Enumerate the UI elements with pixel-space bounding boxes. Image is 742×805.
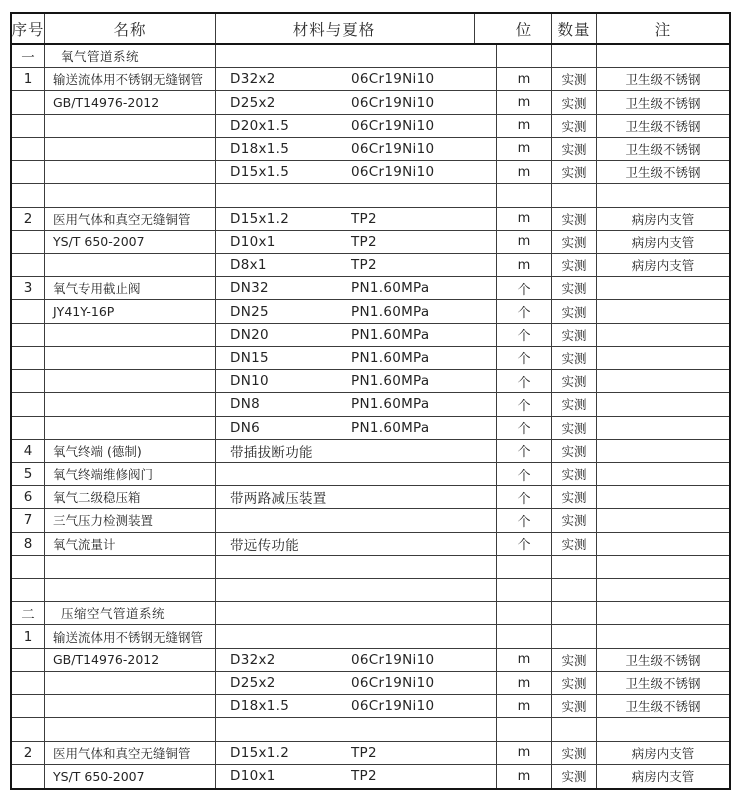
cell-sequence-number: 4 — [12, 440, 45, 462]
cell-item-name: 输送流体用不锈钢无缝钢管 — [45, 625, 216, 647]
table-row — [12, 254, 729, 277]
cell-note: 卫生级不锈钢 — [625, 165, 701, 181]
cell-item-name: GB/T14976-2012 — [45, 649, 216, 671]
table-row — [12, 625, 729, 648]
cell-unit: 个 — [497, 324, 552, 346]
cell-quantity: 实测 — [552, 440, 597, 462]
table-row — [12, 208, 729, 231]
cell-material-and-spec — [216, 161, 497, 183]
table-row — [12, 231, 729, 254]
cell-item-name — [45, 161, 216, 183]
cell-material-and-spec — [216, 533, 497, 555]
table-row — [12, 138, 729, 161]
cell-unit: m — [497, 254, 552, 276]
cell-unit: 个 — [497, 393, 552, 415]
cell-item-name: 三气压力检测装置 — [45, 509, 216, 531]
cell-item-name: JY41Y-16P — [45, 300, 216, 322]
cell-unit: 个 — [497, 486, 552, 508]
cell-note — [597, 347, 729, 369]
spec-text: 带远传功能 — [230, 537, 299, 554]
cell-material-and-spec — [216, 509, 497, 531]
cell-sequence-number — [12, 231, 45, 253]
cell-material-and-spec — [216, 208, 497, 230]
cell-material-and-spec — [216, 324, 497, 346]
cell-note — [597, 440, 729, 462]
cell-quantity — [552, 718, 597, 740]
material-text: TP2 — [351, 257, 377, 274]
cell-quantity: 实测 — [552, 277, 597, 299]
cell-sequence-number — [12, 672, 45, 694]
cell-unit: m — [497, 208, 552, 230]
cell-note — [597, 602, 729, 624]
cell-quantity: 实测 — [552, 533, 597, 555]
header-unit: 位 — [497, 14, 552, 43]
cell-quantity: 实测 — [552, 486, 597, 508]
cell-material-and-spec — [216, 742, 497, 764]
table-row — [12, 649, 729, 672]
material-text: TP2 — [351, 210, 377, 227]
spec-text: D15x1.2 — [230, 210, 290, 227]
spec-text: DN10 — [230, 373, 269, 390]
table-row — [12, 602, 729, 625]
header-name: 名称 — [45, 14, 216, 43]
table-row — [12, 417, 729, 440]
cell-material-and-spec — [216, 115, 497, 137]
cell-material-and-spec — [216, 393, 497, 415]
cell-material-and-spec — [216, 625, 497, 647]
cell-note — [597, 417, 729, 439]
material-text: PN1.60MPa — [351, 373, 430, 390]
cell-material-and-spec — [216, 649, 497, 671]
cell-sequence-number: 一 — [12, 45, 45, 67]
cell-quantity: 实测 — [552, 370, 597, 392]
material-text: PN1.60MPa — [351, 303, 430, 320]
table-row — [12, 393, 729, 416]
cell-note — [597, 184, 729, 206]
header-note: 注 — [654, 20, 672, 39]
cell-note — [597, 718, 729, 740]
cell-quantity: 实测 — [552, 208, 597, 230]
cell-item-name: 氧气流量计 — [45, 533, 216, 555]
material-text: 06Cr19Ni10 — [351, 164, 435, 181]
cell-unit — [497, 579, 552, 601]
cell-material-and-spec — [216, 300, 497, 322]
cell-sequence-number: 8 — [12, 533, 45, 555]
material-text: 06Cr19Ni10 — [351, 71, 435, 88]
cell-item-name — [45, 579, 216, 601]
table-body — [12, 45, 729, 788]
cell-unit — [497, 45, 552, 67]
cell-item-name — [45, 184, 216, 206]
cell-sequence-number — [12, 115, 45, 137]
material-text: TP2 — [351, 744, 377, 761]
cell-note — [597, 625, 729, 647]
cell-unit: m — [497, 68, 552, 90]
cell-sequence-number — [12, 370, 45, 392]
cell-note: 卫生级不锈钢 — [625, 95, 701, 111]
cell-quantity: 实测 — [552, 115, 597, 137]
cell-material-and-spec — [216, 138, 497, 160]
cell-sequence-number: 7 — [12, 509, 45, 531]
spec-text: D15x1.2 — [230, 744, 290, 761]
table-row — [12, 45, 729, 68]
spec-text: D15x1.5 — [230, 164, 290, 181]
cell-sequence-number — [12, 718, 45, 740]
cell-sequence-number: 5 — [12, 463, 45, 485]
spec-text: 带两路减压装置 — [230, 491, 327, 508]
material-text: 06Cr19Ni10 — [351, 117, 435, 134]
cell-quantity: 实测 — [552, 161, 597, 183]
cell-sequence-number: 3 — [12, 277, 45, 299]
cell-item-name: YS/T 650-2007 — [45, 765, 216, 788]
cell-note: 卫生级不锈钢 — [625, 676, 701, 692]
cell-unit: m — [497, 695, 552, 717]
cell-quantity: 实测 — [552, 68, 597, 90]
cell-quantity — [552, 602, 597, 624]
cell-note: 病房内支管 — [631, 211, 695, 227]
cell-material-and-spec — [216, 695, 497, 717]
spec-text: D18x1.5 — [230, 140, 290, 157]
cell-item-name: 输送流体用不锈钢无缝钢管 — [45, 68, 216, 90]
cell-unit: 个 — [497, 509, 552, 531]
cell-note: 病房内支管 — [631, 745, 695, 761]
cell-item-name: 氧气管道系统 — [45, 45, 216, 67]
cell-sequence-number: 1 — [12, 625, 45, 647]
material-text: PN1.60MPa — [351, 349, 430, 366]
cell-sequence-number — [12, 649, 45, 671]
table-row — [12, 579, 729, 602]
cell-sequence-number: 1 — [12, 68, 45, 90]
cell-note — [597, 324, 729, 346]
table-row — [12, 277, 729, 300]
cell-sequence-number — [12, 695, 45, 717]
cell-note — [597, 579, 729, 601]
cell-item-name: 氧气专用截止阀 — [45, 277, 216, 299]
cell-quantity: 实测 — [552, 509, 597, 531]
cell-item-name: 医用气体和真空无缝铜管 — [45, 742, 216, 764]
material-text: PN1.60MPa — [351, 280, 430, 297]
cell-quantity — [552, 45, 597, 67]
table-row — [12, 440, 729, 463]
table-row — [12, 672, 729, 695]
table-row — [12, 718, 729, 741]
cell-item-name: 压缩空气管道系统 — [45, 602, 216, 624]
cell-item-name — [45, 115, 216, 137]
cell-item-name — [45, 417, 216, 439]
cell-quantity: 实测 — [552, 91, 597, 113]
cell-quantity: 实测 — [552, 254, 597, 276]
cell-unit: m — [497, 115, 552, 137]
spec-text: D18x1.5 — [230, 698, 290, 715]
cell-item-name — [45, 393, 216, 415]
cell-note — [597, 509, 729, 531]
spec-text: D25x2 — [230, 675, 276, 692]
cell-unit: 个 — [497, 417, 552, 439]
cell-sequence-number — [12, 765, 45, 788]
cell-quantity — [552, 579, 597, 601]
cell-material-and-spec — [216, 556, 497, 578]
cell-material-and-spec — [216, 347, 497, 369]
cell-sequence-number — [12, 393, 45, 415]
cell-note: 卫生级不锈钢 — [625, 699, 701, 715]
cell-unit: m — [497, 231, 552, 253]
cell-unit — [497, 556, 552, 578]
cell-sequence-number — [12, 417, 45, 439]
table-row — [12, 370, 729, 393]
spec-text: DN6 — [230, 419, 260, 436]
cell-item-name — [45, 138, 216, 160]
cell-sequence-number: 6 — [12, 486, 45, 508]
table-row — [12, 765, 729, 788]
material-text: TP2 — [351, 768, 377, 785]
cell-note: 卫生级不锈钢 — [625, 652, 701, 668]
header-quantity: 数量 — [552, 14, 597, 43]
table-row — [12, 300, 729, 323]
cell-quantity: 实测 — [552, 672, 597, 694]
cell-note: 卫生级不锈钢 — [625, 72, 701, 88]
cell-note — [597, 300, 729, 322]
cell-item-name: 氧气二级稳压箱 — [45, 486, 216, 508]
cell-material-and-spec — [216, 486, 497, 508]
cell-unit: 个 — [497, 463, 552, 485]
cell-unit: m — [497, 765, 552, 788]
cell-quantity — [552, 184, 597, 206]
cell-note: 病房内支管 — [631, 769, 695, 785]
cell-item-name — [45, 718, 216, 740]
cell-material-and-spec — [216, 45, 497, 67]
cell-item-name — [45, 324, 216, 346]
cell-quantity: 实测 — [552, 765, 597, 788]
cell-sequence-number: 二 — [12, 602, 45, 624]
table-row — [12, 91, 729, 114]
table-row — [12, 486, 729, 509]
cell-quantity: 实测 — [552, 742, 597, 764]
cell-material-and-spec — [216, 718, 497, 740]
table-row — [12, 347, 729, 370]
spec-text: 带插拔断功能 — [230, 444, 313, 461]
spec-text: DN8 — [230, 396, 260, 413]
cell-sequence-number — [12, 161, 45, 183]
cell-item-name: GB/T14976-2012 — [45, 91, 216, 113]
cell-quantity: 实测 — [552, 393, 597, 415]
cell-note: 卫生级不锈钢 — [625, 118, 701, 134]
material-text: TP2 — [351, 233, 377, 250]
spec-text: D10x1 — [230, 768, 276, 785]
cell-unit: 个 — [497, 533, 552, 555]
cell-sequence-number: 2 — [12, 742, 45, 764]
header-material-spec: 材料与夏格 — [194, 14, 475, 43]
cell-item-name — [45, 556, 216, 578]
cell-sequence-number — [12, 347, 45, 369]
table-row — [12, 556, 729, 579]
cell-quantity: 实测 — [552, 231, 597, 253]
spec-text: D10x1 — [230, 233, 276, 250]
cell-material-and-spec — [216, 68, 497, 90]
cell-unit: 个 — [497, 347, 552, 369]
table-row — [12, 161, 729, 184]
cell-sequence-number — [12, 300, 45, 322]
cell-unit — [497, 602, 552, 624]
cell-note — [597, 277, 729, 299]
cell-material-and-spec — [216, 417, 497, 439]
cell-sequence-number — [12, 579, 45, 601]
spec-text: DN32 — [230, 280, 269, 297]
cell-item-name: YS/T 650-2007 — [45, 231, 216, 253]
cell-item-name — [45, 672, 216, 694]
cell-unit: m — [497, 91, 552, 113]
table-row — [12, 533, 729, 556]
table-row — [12, 184, 729, 207]
cell-unit: m — [497, 138, 552, 160]
cell-material-and-spec — [216, 254, 497, 276]
cell-item-name: 医用气体和真空无缝铜管 — [45, 208, 216, 230]
spec-text: DN25 — [230, 303, 269, 320]
cell-sequence-number — [12, 324, 45, 346]
table-row — [12, 509, 729, 532]
cell-quantity: 实测 — [552, 695, 597, 717]
cell-material-and-spec — [216, 184, 497, 206]
cell-material-and-spec — [216, 370, 497, 392]
spec-text: DN15 — [230, 349, 269, 366]
material-text: PN1.60MPa — [351, 396, 430, 413]
cell-note — [597, 45, 729, 67]
material-text: 06Cr19Ni10 — [351, 140, 435, 157]
cell-note — [597, 556, 729, 578]
cell-item-name: 氧气终端维修阀门 — [45, 463, 216, 485]
cell-material-and-spec — [216, 440, 497, 462]
material-text: PN1.60MPa — [351, 326, 430, 343]
cell-item-name — [45, 347, 216, 369]
cell-sequence-number — [12, 138, 45, 160]
spec-text: D32x2 — [230, 651, 276, 668]
cell-note — [597, 486, 729, 508]
table-row — [12, 68, 729, 91]
cell-unit: 个 — [497, 440, 552, 462]
cell-material-and-spec — [216, 602, 497, 624]
cell-quantity: 实测 — [552, 417, 597, 439]
cell-unit — [497, 184, 552, 206]
table-row — [12, 695, 729, 718]
cell-material-and-spec — [216, 277, 497, 299]
cell-note: 卫生级不锈钢 — [625, 141, 701, 157]
table-row — [12, 463, 729, 486]
spec-text: D32x2 — [230, 71, 276, 88]
table-header-row — [12, 14, 729, 45]
spec-text: D20x1.5 — [230, 117, 290, 134]
cell-unit — [497, 718, 552, 740]
cell-unit: m — [497, 742, 552, 764]
cell-note — [597, 370, 729, 392]
cell-quantity: 实测 — [552, 324, 597, 346]
material-text: 06Cr19Ni10 — [351, 675, 435, 692]
cell-quantity: 实测 — [552, 649, 597, 671]
cell-unit — [497, 625, 552, 647]
cell-quantity: 实测 — [552, 138, 597, 160]
cell-material-and-spec — [216, 91, 497, 113]
cell-material-and-spec — [216, 765, 497, 788]
cell-unit: 个 — [497, 277, 552, 299]
table-row — [12, 115, 729, 138]
material-text: 06Cr19Ni10 — [351, 94, 435, 111]
cell-sequence-number — [12, 184, 45, 206]
cell-unit: 个 — [497, 300, 552, 322]
material-text: PN1.60MPa — [351, 419, 430, 436]
header-seq: 序号 — [12, 14, 45, 43]
material-text: 06Cr19Ni10 — [351, 651, 435, 668]
cell-quantity — [552, 556, 597, 578]
cell-material-and-spec — [216, 463, 497, 485]
cell-unit: m — [497, 649, 552, 671]
cell-unit: 个 — [497, 370, 552, 392]
cell-item-name: 氧气终端 (德制) — [45, 440, 216, 462]
cell-sequence-number — [12, 91, 45, 113]
cell-sequence-number — [12, 556, 45, 578]
table-row — [12, 324, 729, 347]
cell-quantity: 实测 — [552, 300, 597, 322]
cell-quantity: 实测 — [552, 347, 597, 369]
cell-quantity: 实测 — [552, 463, 597, 485]
cell-unit: m — [497, 672, 552, 694]
cell-quantity — [552, 625, 597, 647]
cell-material-and-spec — [216, 672, 497, 694]
cell-unit: m — [497, 161, 552, 183]
cell-note — [597, 393, 729, 415]
table-row — [12, 742, 729, 765]
spec-text: DN20 — [230, 326, 269, 343]
cell-item-name — [45, 695, 216, 717]
cell-sequence-number: 2 — [12, 208, 45, 230]
bill-of-materials-table — [10, 12, 731, 790]
spec-text: D25x2 — [230, 94, 276, 111]
cell-material-and-spec — [216, 579, 497, 601]
cell-note — [597, 463, 729, 485]
spec-text: D8x1 — [230, 257, 267, 274]
cell-material-and-spec — [216, 231, 497, 253]
material-text: 06Cr19Ni10 — [351, 698, 435, 715]
cell-note: 病房内支管 — [631, 234, 695, 250]
cell-sequence-number — [12, 254, 45, 276]
cell-item-name — [45, 254, 216, 276]
cell-note — [597, 533, 729, 555]
cell-note: 病房内支管 — [631, 258, 695, 274]
cell-item-name — [45, 370, 216, 392]
